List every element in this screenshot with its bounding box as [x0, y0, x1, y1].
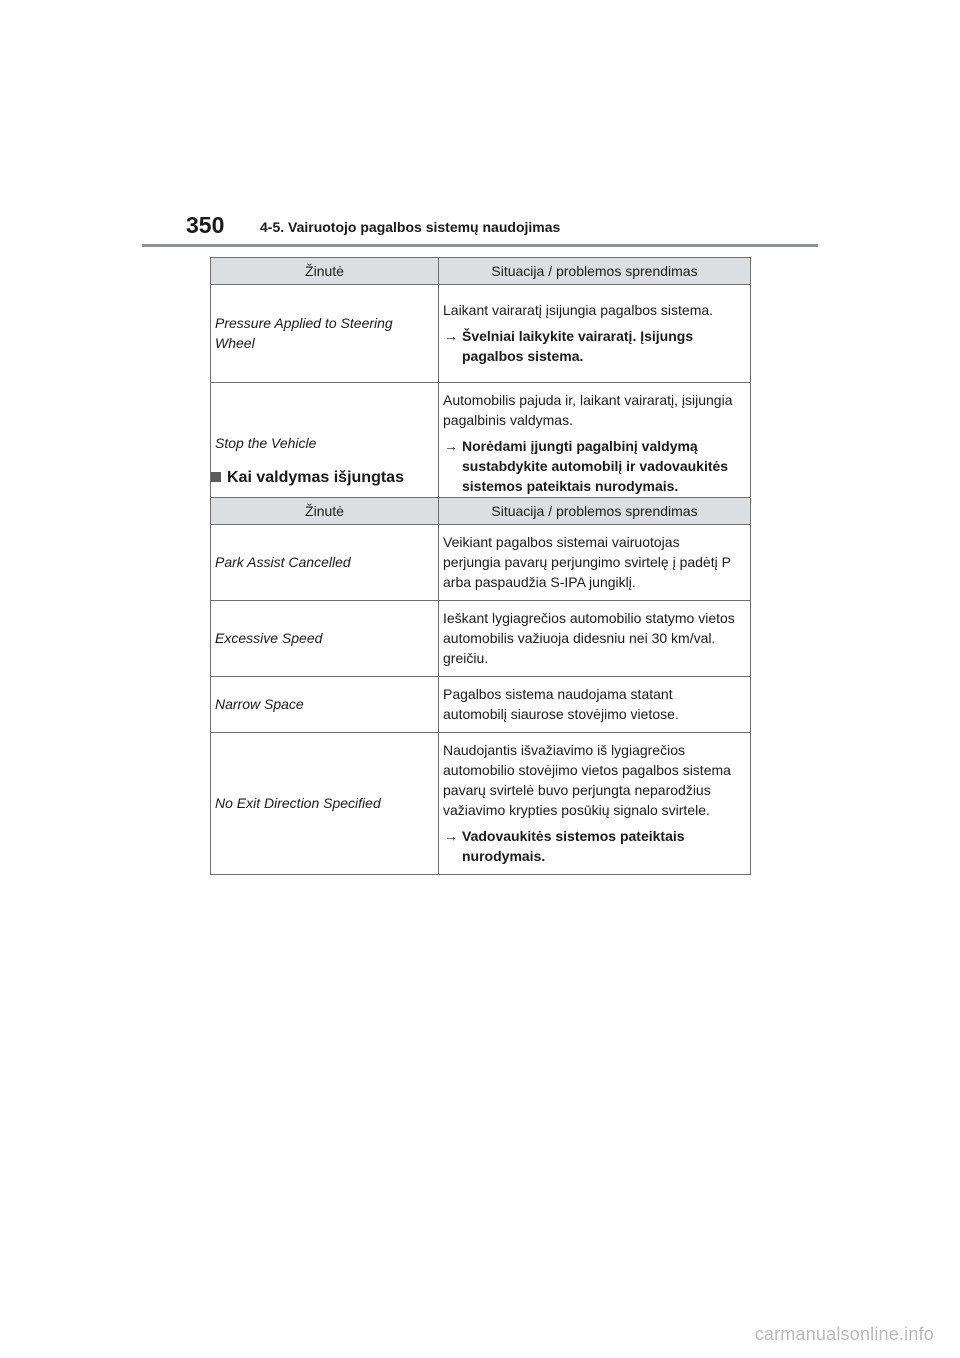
situation-cell [439, 733, 751, 875]
message-name: Stop the Vehicle [211, 383, 439, 505]
action-text [443, 826, 746, 866]
messages-table-cancelled [210, 497, 751, 875]
situation-text: važiavimo krypties posūkių signalo svirtele. [443, 802, 710, 818]
table-header-row [211, 498, 751, 525]
situation-text: Pagalbos sistema naudojama statant [443, 686, 673, 702]
column-header-situation: Situacija / problemos sprendimas [439, 498, 751, 525]
situation-text: Ieškant lygiagrečios automobilio statymo vietos [443, 610, 735, 626]
action-label: Vadovaukitės sistemos pateiktais nurodymais. [462, 828, 685, 864]
message-name: Excessive Speed [211, 601, 439, 677]
message-name: Narrow Space [211, 677, 439, 733]
situation-text: Automobilis pajuda ir, laikant vairaratį, įsijungia [443, 392, 733, 408]
page-number: 350 [186, 212, 225, 238]
situation-text: Naudojantis išvažiavimo iš lygiagrečios [443, 742, 685, 758]
message-name: Pressure Applied to Steering Wheel [211, 285, 439, 383]
situation-text: automobilį siaurose stovėjimo vietose. [443, 706, 679, 722]
arrow-icon: → [444, 828, 458, 844]
table-header-row [211, 258, 751, 285]
column-header-situation: Situacija / problemos sprendimas [439, 258, 751, 285]
situation-text: greičiu. [443, 650, 489, 666]
situation-text: pavarų svirtelė buvo perjungta neparodžius [443, 782, 711, 798]
action-label: Švelniai laikykite vairaratį. Įsijungs pagalbos sistema. [462, 328, 694, 364]
action-label: Norėdami įjungti pagalbinį valdymą sustabdykite automobilį ir vadovaukitės sistemos pateiktais nurodymais. [462, 438, 729, 494]
table-row [211, 677, 751, 733]
table-row [211, 285, 751, 383]
table-row [211, 601, 751, 677]
square-bullet-icon [211, 472, 221, 482]
message-name: No Exit Direction Specified [211, 733, 439, 875]
table-row [211, 525, 751, 601]
column-header-message: Žinutė [211, 258, 439, 285]
situation-cell [439, 525, 751, 601]
header-rule [142, 244, 818, 247]
situation-text: pagalbinis valdymas. [443, 412, 573, 428]
arrow-icon: → [444, 328, 458, 344]
action-text [443, 326, 746, 366]
situation-cell [439, 285, 751, 383]
situation-cell [439, 677, 751, 733]
column-header-message: Žinutė [211, 498, 439, 525]
situation-text: automobilio stovėjimo vietos pagalbos sistema [443, 762, 731, 778]
action-text [443, 436, 746, 496]
messages-table-active [210, 257, 751, 505]
arrow-icon: → [444, 438, 458, 454]
situation-text: perjungia pavarų perjungimo svirtelę į padėtį P [443, 554, 731, 570]
situation-cell [439, 601, 751, 677]
subheading-text: Kai valdymas išjungtas [227, 469, 404, 486]
situation-text: Veikiant pagalbos sistemai vairuotojas [443, 534, 680, 550]
situation-text: arba paspaudžia S-IPA jungiklį. [443, 574, 636, 590]
message-name: Park Assist Cancelled [211, 525, 439, 601]
section-title: 4-5. Vairuotojo pagalbos sistemų naudojimas [260, 219, 561, 235]
situation-cell [439, 383, 751, 505]
subheading [211, 469, 404, 487]
situation-text: automobilis važiuoja didesniu nei 30 km/val. [443, 630, 716, 646]
table-row [211, 733, 751, 875]
situation-text: Laikant vairaratį įsijungia pagalbos sistema. [443, 302, 714, 318]
watermark: carmanualsonline.info [754, 1324, 934, 1344]
